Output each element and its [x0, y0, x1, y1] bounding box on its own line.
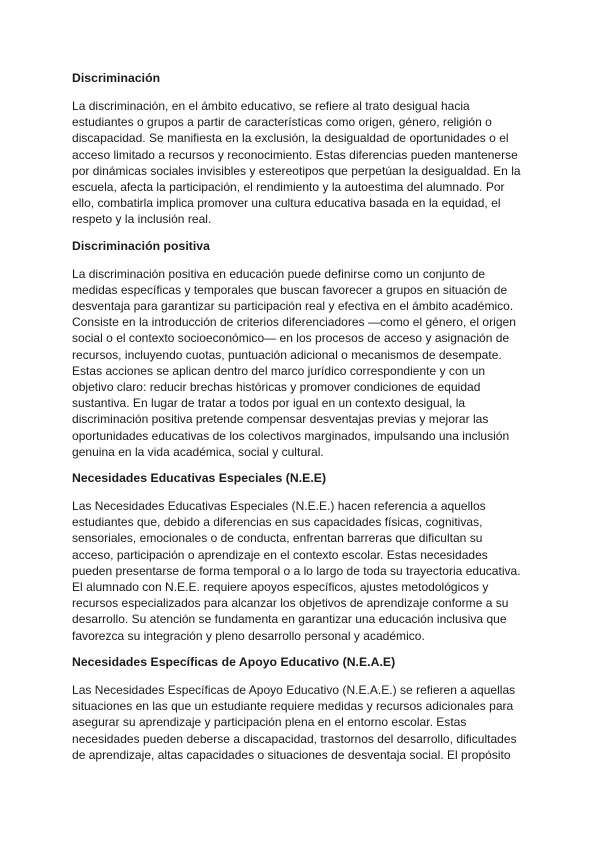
section-title-discriminacion-positiva: Discriminación positiva — [72, 238, 210, 253]
section-title-neae: Necesidades Específicas de Apoyo Educativo (N.E.A.E) — [72, 654, 396, 669]
section-body-discriminacion-positiva: La discriminación positiva en educación puede definirse como un conjunto de medidas específicas y temporales que buscan favorecer a grupos en situación de desventaja para garantizar su participación real y efectiva en el ámbito académico. Consiste en la introducción de criterios diferenciadores —como el género, el origen social o el contexto socioeconómico— en los procesos de acceso y asignación de recursos, incluyendo cuotas, puntuación adicional o mecanismos de desempate. Estas acciones se aplican dentro del marco jurídico correspondiente y con un objetivo claro: reducir brechas históricas y promover condiciones de equidad sustantiva. En lugar de tratar a todos por igual en un contexto desigual, la discriminación positiva pretende compensar desventajas previas y mejorar las oportunidades educativas de los colectivos marginados, impulsando una inclusión genuina en la vida académica, social y cultural. — [72, 266, 516, 459]
section-title-nee: Necesidades Educativas Especiales (N.E.E) — [72, 471, 327, 486]
section-body-nee: Las Necesidades Educativas Especiales (N.E.E.) hacen referencia a aquellos estudiantes que, debido a diferencias en sus capacidades físicas, cognitivas, sensoriales, emocionales o de conducta, enfrentan barreras que dificultan su acceso, participación o aprendizaje en el contexto escolar. Estas necesidades pueden presentarse de forma temporal o a lo largo de toda su trayectoria educativa. El alumnado con N.E.E. requiere apoyos específicos, ajustes metodológicos y recursos especializados para alcanzar los objetivos de aprendizaje conforme a su desarrollo. Su atención se fundamenta en garantizar una educación inclusiva que favorezca su integración y pleno desarrollo personal y académico. — [72, 499, 521, 643]
section-body-neae: Las Necesidades Específicas de Apoyo Educativo (N.E.A.E.) se refieren a aquellas situaciones en las que un estudiante requiere medidas y recursos adicionales para asegurar su aprendizaje y participación plena en el entorno escolar. Estas necesidades pueden deberse a discapacidad, trastornos del desarrollo, dificultades de aprendizaje, altas capacidades o situaciones de desventaja social. El propósito — [72, 682, 517, 762]
document-page — [72, 70, 522, 773]
section-title-discriminacion: Discriminación — [72, 71, 161, 85]
section-body-discriminacion: La discriminación, en el ámbito educativo, se refiere al trato desigual hacia estudiantes o grupos a partir de características como origen, género, religión o discapacidad. Se manifiesta en la exclusión, la desigualdad de oportunidades o el acceso limitado a recursos y reconocimiento. Estas diferencias pueden mantenerse por dinámicas sociales invisibles y estereotipos que perpetúan la desigualdad. En la escuela, afecta la participación, el rendimiento y la autoestima del alumnado. Por ello, combatirla implica promover una cultura educativa basada en la equidad, el respeto y la inclusión real. — [72, 99, 521, 227]
